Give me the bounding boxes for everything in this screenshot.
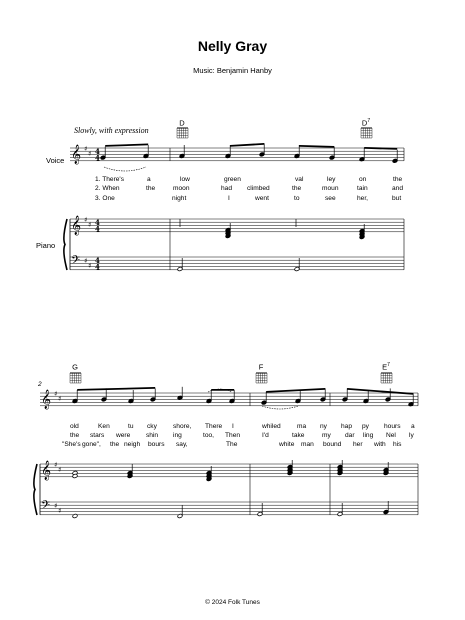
sharp-sign: ♯	[84, 145, 88, 153]
time-signature: 4	[95, 256, 100, 265]
beam	[230, 143, 264, 147]
chord-symbol: $E^7$	[382, 362, 390, 372]
bass-clef: 𝄢	[41, 499, 51, 515]
time-signature: 4	[95, 218, 100, 227]
note-head	[72, 514, 78, 519]
piano-label: Piano	[36, 241, 56, 250]
time-signature: 4	[95, 262, 100, 272]
chord-symbol: F	[258, 362, 264, 372]
beam	[364, 147, 397, 150]
beam	[347, 388, 413, 395]
time-signature: 4	[95, 147, 100, 156]
tempo-marking: Slowly, with expression	[74, 126, 149, 135]
chord-symbol: G	[72, 362, 78, 372]
slur	[262, 406, 298, 409]
sharp-sign: ♯	[58, 394, 62, 403]
sharp-sign: ♯	[84, 216, 88, 224]
treble-clef: 𝄞	[41, 389, 52, 410]
sharp-sign: ♯	[88, 262, 92, 270]
sharp-sign: ♯	[58, 507, 62, 515]
beam	[266, 388, 325, 393]
sharp-sign: ♯	[88, 149, 92, 158]
time-signature: 4	[95, 153, 100, 163]
treble-clef: 𝄞	[71, 215, 82, 236]
treble-clef: 𝄞	[41, 460, 52, 481]
sheet-music-page: Nelly Gray Music: Benjamin Hanby Slowly, with expression Voice Piano 2 D $D^7$ G F $E^7$ 1. There's a low green val ley on the 2. When the moon had climbed the moun tain and 3. One night I went to see her, but old Ken tu cky shore, There I whiled ma ny hap py hours a the stars were shin ing too, Then I'd take my dar ling Nel ly "She's gone", the neigh bours say, The white man bound her with his © 2024 Folk Tunes 𝄞 𝄞 𝄢 ♯ ♯ ♯ ♯ ♯ ♯ 4 4 4 4 4 4 𝄞 𝄞 𝄢 ♯ ♯ ♯ ♯ ♯ ♯	[0, 0, 465, 620]
slur	[104, 167, 146, 171]
piano-brace	[64, 219, 67, 270]
sharp-sign: ♯	[54, 461, 58, 469]
sharp-sign: ♯	[54, 502, 58, 511]
bass-clef: 𝄢	[71, 254, 81, 270]
chord-symbol: D	[179, 118, 185, 128]
song-title: Nelly Gray	[197, 38, 268, 54]
piano-brace	[34, 464, 37, 515]
voice-label: Voice	[46, 156, 65, 165]
chord-symbol: $D^7$	[361, 118, 371, 128]
sharp-sign: ♯	[58, 465, 62, 474]
measure-number: 2	[38, 381, 42, 388]
beam	[105, 144, 148, 147]
sharp-sign: ♯	[54, 390, 58, 398]
sharp-sign: ♯	[88, 220, 92, 229]
composer-credit: Music: Benjamin Hanby	[193, 66, 272, 75]
beam	[77, 387, 155, 391]
time-signature: 4	[95, 224, 100, 234]
sharp-sign: ♯	[84, 257, 88, 266]
copyright-notice: © 2024 Folk Tunes	[205, 599, 260, 606]
beam	[299, 145, 334, 148]
treble-clef: 𝄞	[71, 144, 82, 165]
